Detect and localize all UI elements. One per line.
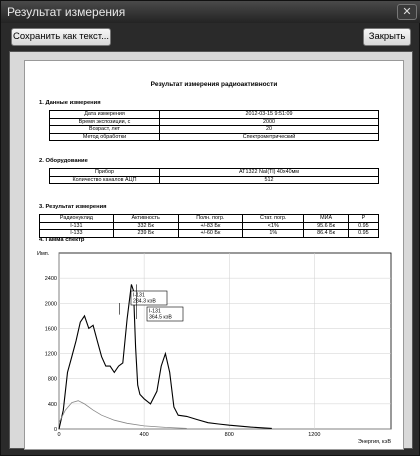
y-tick-label: 2400 xyxy=(44,276,57,283)
measurement-label: Дата измерения xyxy=(50,111,160,119)
section-result-title: 3. Результат измерения xyxy=(39,204,107,210)
equipment-row xyxy=(50,169,379,177)
x-axis-label: Энергия, кэВ xyxy=(357,439,391,445)
y-tick-label: 800 xyxy=(47,376,57,383)
save-as-text-button[interactable]: Сохранить как текст... xyxy=(11,28,111,46)
section-spectrum-title: 4. Гамма спектр xyxy=(39,237,85,243)
result-row xyxy=(40,230,379,238)
x-tick-label: 400 xyxy=(139,432,149,438)
section-equipment-title: 2. Оборудование xyxy=(39,158,88,164)
annotation-energy: 284.3 кэВ xyxy=(133,298,156,305)
result-header-cell: Радионуклид xyxy=(40,215,114,223)
section-measurement-title: 1. Данные измерения xyxy=(39,100,101,106)
result-row xyxy=(40,222,379,230)
measurement-label: Метод обработки xyxy=(50,133,160,141)
result-cell: +/-60 Бк xyxy=(178,230,243,238)
measurement-row xyxy=(50,111,379,119)
measurement-value: Спектрометрический xyxy=(160,133,379,141)
result-cell: I-131 xyxy=(40,222,114,230)
result-header-cell: P xyxy=(348,215,378,223)
result-cell: +/-83 Бк xyxy=(178,222,243,230)
measurement-label: Время экспозиции, с xyxy=(50,118,160,126)
result-table xyxy=(39,214,379,238)
plot-area xyxy=(59,253,391,429)
result-cell: 0.95 xyxy=(348,222,378,230)
result-cell: I-133 xyxy=(40,230,114,238)
y-tick-label: 1200 xyxy=(44,351,57,358)
report-page xyxy=(24,60,404,450)
equipment-label: Прибор xyxy=(50,169,160,177)
result-header-cell: Полн. погр. xyxy=(178,215,243,223)
equipment-table xyxy=(49,168,379,184)
report-title: Результат измерения радиоактивности xyxy=(150,81,278,88)
measurement-row xyxy=(50,133,379,141)
result-cell: 86.4 Бк xyxy=(304,230,349,238)
equipment-value: 512 xyxy=(160,176,379,184)
measurement-label: Возраст, лет xyxy=(50,126,160,134)
measurement-row xyxy=(50,126,379,134)
x-tick-label: 0 xyxy=(57,432,61,438)
y-tick-label: 1600 xyxy=(44,326,57,333)
annotation-energy: 364.5 кэВ xyxy=(149,314,172,321)
equipment-label: Количество каналов АЦП xyxy=(50,176,160,184)
measurement-value: 2012-03-15 9:51:09 xyxy=(160,111,379,119)
result-cell: <1% xyxy=(243,222,304,230)
measurement-row xyxy=(50,118,379,126)
measurement-value: 2000 xyxy=(160,118,379,126)
toolbar xyxy=(7,25,415,49)
measurement-value: 20 xyxy=(160,126,379,134)
result-cell: 95.6 Бк xyxy=(304,222,349,230)
equipment-value: AT1322 NaI(Tl) 40x40мм xyxy=(160,169,379,177)
report-viewport[interactable] xyxy=(9,51,413,449)
result-header-cell: Активность xyxy=(113,215,178,223)
y-axis-label: Имп. xyxy=(37,251,50,257)
close-icon[interactable]: ✕ xyxy=(397,4,417,20)
annotation-nuclide: I-131 xyxy=(149,308,161,315)
y-tick-label: 400 xyxy=(47,401,57,408)
annotation-nuclide: I-131 xyxy=(133,292,145,299)
result-cell: 0.95 xyxy=(348,230,378,238)
measurement-table xyxy=(49,110,379,141)
title-bar[interactable] xyxy=(1,1,420,23)
result-header-cell: МИА xyxy=(304,215,349,223)
gamma-spectrum-chart xyxy=(35,245,397,449)
y-tick-label: 2000 xyxy=(44,301,57,308)
x-tick-label: 1200 xyxy=(308,432,321,438)
window-title: Результат измерения xyxy=(7,5,126,19)
y-tick-label: 0 xyxy=(53,427,57,433)
result-cell: 239 Бк xyxy=(113,230,178,238)
result-cell: 332 Бк xyxy=(113,222,178,230)
equipment-row xyxy=(50,176,379,184)
result-cell: 1% xyxy=(243,230,304,238)
close-button[interactable]: Закрыть xyxy=(363,28,411,46)
x-tick-label: 800 xyxy=(224,432,234,438)
result-header-cell: Стат. погр. xyxy=(243,215,304,223)
